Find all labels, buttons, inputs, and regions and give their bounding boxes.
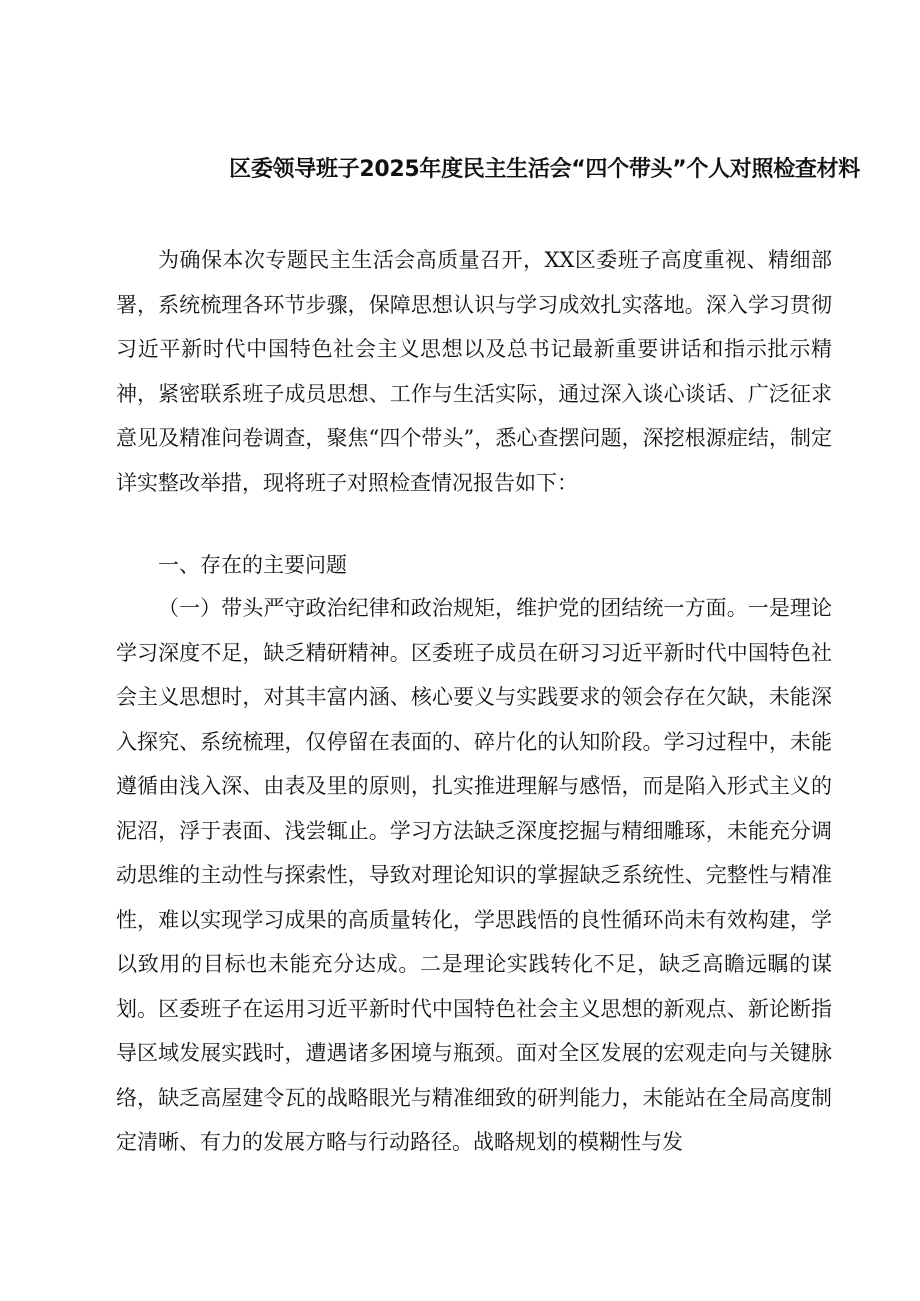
section-paragraph: （一）带头严守政治纪律和政治规矩，维护党的团结统一方面。一是理论学习深度不足，缺乏精研精神。区委班子成员在研习习近平新时代中国特色社会主义思想时，对其丰富内涵、核心要义与实践要求的领会存在欠缺，未能深入探究、系统梳理，仅停留在表面的、碎片化的认知阶段。学习过程中，未能遵循由浅入深、由表及里的原则，扎实推进理解与感悟，而是陷入形式主义的泥沼，浮于表面、浅尝辄止。学习方法缺乏深度挖掘与精细雕琢，未能充分调动思维的主动性与探索性，导致对理论知识的掌握缺乏系统性、完整性与精准性，难以实现学习成果的高质量转化，学思践悟的良性循环尚未有效构建，学以致用的目标也未能充分达成。二是理论实践转化不足，缺乏高瞻远瞩的谋划。区委班子在运用习近平新时代中国特色社会主义思想的新观点、新论断指导区域发展实践时，遭遇诸多困境与瓶颈。面对全区发展的宏观走向与关键脉络，缺乏高屋建令瓦的战略眼光与精准细致的研判能力，未能站在全局高度制定清晰、有力的发展方略与行动路径。战略规划的模糊性与发 [116, 596, 832, 1154]
section-heading: 一、存在的主要问题 [158, 553, 347, 577]
intro-paragraph: 为确保本次专题民主生活会高质量召开，XX区委班子高度重视、精细部署，系统梳理各环节步骤，保障思想认识与学习成效扎实落地。深入学习贯彻习近平新时代中国特色社会主义思想以及总书记最新重要讲话和指示批示精神，紧密联系班子成员思想、工作与生活实际，通过深入谈心谈话、广泛征求意见及精准问卷调查，聚焦“四个带头”，悉心查摆问题，深挖根源症结，制定详实整改举措，现将班子对照检查情况报告如下： [116, 248, 832, 495]
document-title: 区委领导班子2025年度民主生活会“四个带头”个人对照检查材料 [229, 157, 860, 182]
